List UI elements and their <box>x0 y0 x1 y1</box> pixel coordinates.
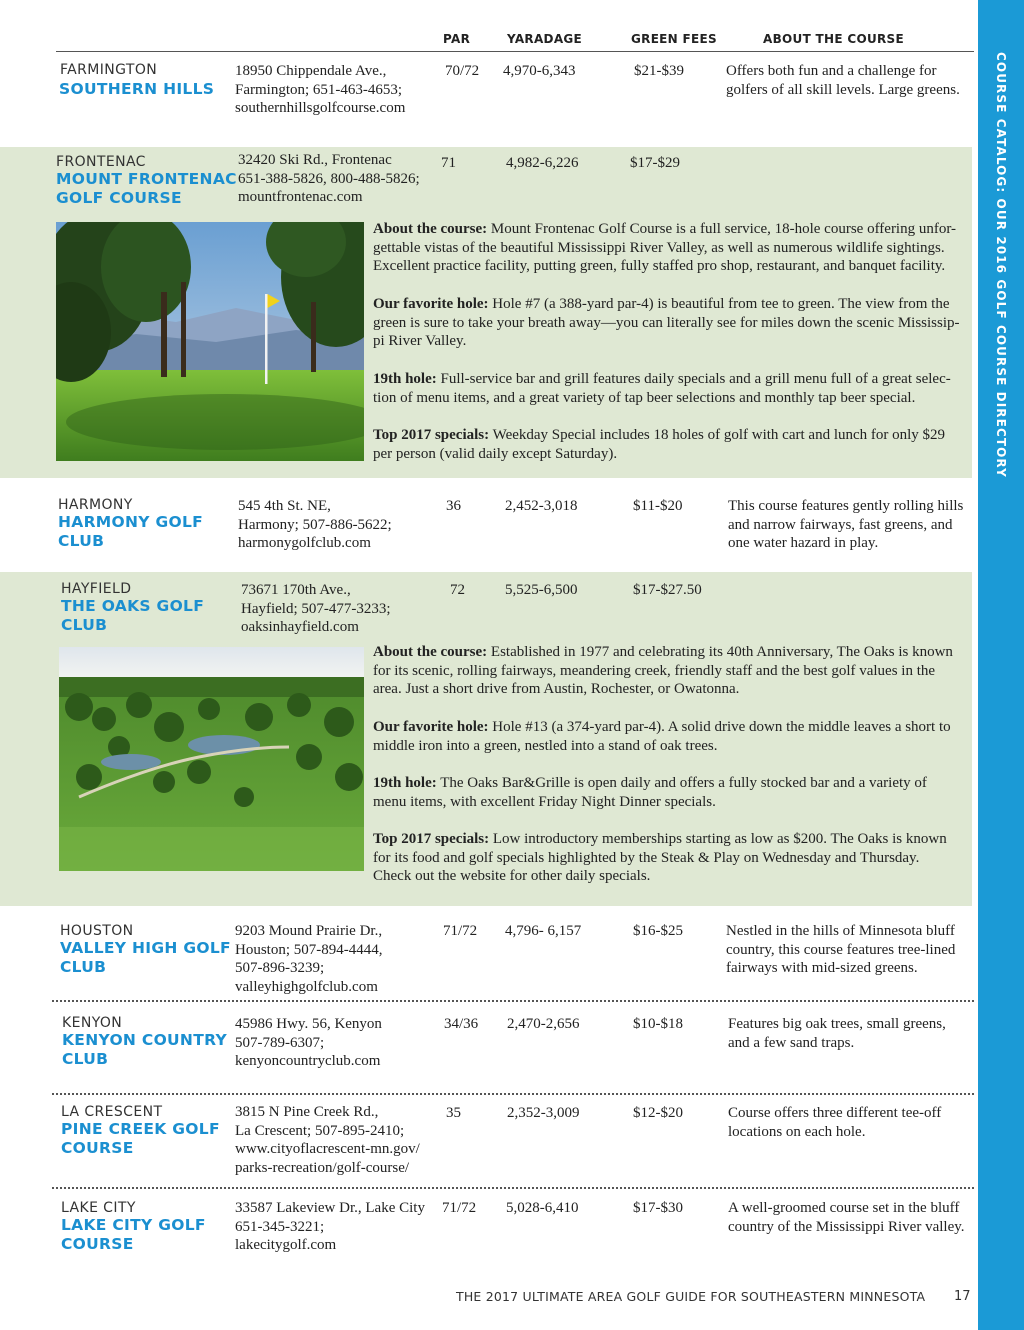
course-fees: $10-$18 <box>633 1016 683 1032</box>
course-about: Course offers three different tee-off locations on each hole. <box>728 1105 942 1140</box>
course-yardage: 2,452-3,018 <box>505 498 578 514</box>
course-yardage: 4,982-6,226 <box>506 155 579 171</box>
course-par: 71 <box>441 155 456 171</box>
course-address: 73671 170th Ave., Hayfield; 507-477-3233; oaksinhayfield.com <box>241 582 391 635</box>
course-name: LAKE CITY GOLF COURSE <box>61 1216 206 1253</box>
feature-favorite-hole: Our favorite hole: Hole #7 (a 388-yard par-4) is beautiful from tee to green. The view from the green is sure to take your breath away—you can literally see for miles down the scenic Mississip- pi River Valley. <box>373 296 960 350</box>
feature-specials: Top 2017 specials: Low introductory memberships starting as low as $200. The Oaks is known for its food and golf specials highlighted by the Steak & Play on Wednesday and Thursday. Check out the website for other daily specials. <box>373 831 947 885</box>
course-town: FRONTENAC <box>56 154 146 170</box>
course-fees: $11-$20 <box>633 498 683 514</box>
course-par: 34/36 <box>444 1016 479 1032</box>
feature-19th-hole: 19th hole: Full-service bar and grill features daily specials and a grill menu full of a great selec- tion of menu items, and a great variety of tap beer selections and monthly tap beer special. <box>373 371 951 406</box>
header-yardage: YARADAGE <box>507 32 583 46</box>
course-name: PINE CREEK GOLF COURSE <box>61 1120 220 1157</box>
header-about: ABOUT THE COURSE <box>763 32 904 46</box>
header-par: PAR <box>443 32 471 46</box>
course-about: Features big oak trees, small greens, and a few sand traps. <box>728 1016 946 1051</box>
course-fees: $17-$29 <box>630 155 680 171</box>
course-town: FARMINGTON <box>60 62 158 78</box>
course-address: 45986 Hwy. 56, Kenyon 507-789-6307; kenyoncountryclub.com <box>235 1016 382 1069</box>
course-fees: $21-$39 <box>634 63 684 79</box>
course-par: 71/72 <box>442 1200 477 1216</box>
sidebar-title: COURSE CATALOG: OUR 2016 GOLF COURSE DIRECTORY <box>994 52 1008 478</box>
course-town: HOUSTON <box>60 923 134 939</box>
page-number: 17 <box>954 1289 971 1304</box>
footer-title: THE 2017 ULTIMATE AREA GOLF GUIDE FOR SOUTHEASTERN MINNESOTA <box>456 1289 926 1304</box>
the-oaks-photo-graphic <box>59 647 364 871</box>
feature-about: About the course: Established in 1977 and celebrating its 40th Anniversary, The Oaks is known for its scenic, rolling fairways, meandering creek, friendly staff and the best golf values in the area. Just a short drive from Austin, Rochester, or Owatonna. <box>373 644 953 698</box>
row-divider <box>52 1000 974 1002</box>
course-fees: $17-$27.50 <box>633 582 702 598</box>
course-fees: $16-$25 <box>633 923 683 939</box>
course-address: 33587 Lakeview Dr., Lake City 651-345-3221; lakecitygolf.com <box>235 1200 425 1253</box>
course-address: 3815 N Pine Creek Rd., La Crescent; 507-895-2410; www.cityoflacrescent-mn.gov/ parks-recreation/golf-course/ <box>235 1104 420 1176</box>
course-name: VALLEY HIGH GOLF CLUB <box>60 939 231 976</box>
course-fees: $12-$20 <box>633 1105 683 1121</box>
course-name: MOUNT FRONTENAC GOLF COURSE <box>56 170 237 207</box>
feature-19th-hole: 19th hole: The Oaks Bar&Grille is open daily and offers a fully stocked bar and a variety of menu items, with excellent Friday Night Dinner specials. <box>373 775 927 810</box>
course-about: Offers both fun and a challenge for golfers of all skill levels. Large greens. <box>726 63 960 98</box>
course-town: HAYFIELD <box>61 581 132 597</box>
course-about: Nestled in the hills of Minnesota bluff country, this course features tree-lined fairways with mid-sized greens. <box>726 923 956 976</box>
course-address: 9203 Mound Prairie Dr., Houston; 507-894-4444, 507-896-3239; valleyhighgolfclub.com <box>235 923 383 995</box>
course-name: SOUTHERN HILLS <box>59 80 215 98</box>
row-divider <box>52 1093 974 1095</box>
course-yardage: 5,028-6,410 <box>506 1200 579 1216</box>
frontenac-photo-graphic <box>56 222 364 461</box>
header-green-fees: GREEN FEES <box>631 32 717 46</box>
course-about: This course features gently rolling hills and narrow fairways, fast greens, and one water hazard in play. <box>728 498 964 551</box>
course-par: 72 <box>450 582 465 598</box>
course-about: A well-groomed course set in the bluff country of the Mississippi River valley. <box>728 1200 965 1235</box>
course-address: 32420 Ski Rd., Frontenac 651-388-5826, 800-488-5826; mountfrontenac.com <box>238 152 420 205</box>
course-photo-frontenac <box>56 222 364 461</box>
course-par: 36 <box>446 498 461 514</box>
course-name: THE OAKS GOLF CLUB <box>61 597 205 634</box>
course-address: 545 4th St. NE, Harmony; 507-886-5622; harmonygolfclub.com <box>238 498 392 551</box>
course-address: 18950 Chippendale Ave., Farmington; 651-463-4653; southernhillsgolfcourse.com <box>235 63 406 116</box>
feature-favorite-hole: Our favorite hole: Hole #13 (a 374-yard par-4). A solid drive down the middle leaves a short to middle iron into a green, nestled into a stand of oak trees. <box>373 719 951 754</box>
course-fees: $17-$30 <box>633 1200 683 1216</box>
course-yardage: 2,352-3,009 <box>507 1105 580 1121</box>
course-town: HARMONY <box>58 497 133 513</box>
header-rule <box>56 51 974 52</box>
feature-specials: Top 2017 specials: Weekday Special includes 18 holes of golf with cart and lunch for only $29 per person (valid daily except Saturday). <box>373 427 946 462</box>
course-name: KENYON COUNTRY CLUB <box>62 1031 227 1068</box>
course-name: HARMONY GOLF CLUB <box>58 513 204 550</box>
course-par: 70/72 <box>445 63 480 79</box>
course-town: LA CRESCENT <box>61 1104 163 1120</box>
feature-about: About the course: Mount Frontenac Golf Course is a full service, 18-hole course offering unfor- gettable vistas of the beautiful Mississippi River Valley, as well as numerous wildlife sightings. Excellent practice facility, putting green, fully staffed pro shop, restaurant, and banquet facility. <box>373 221 957 275</box>
course-yardage: 5,525-6,500 <box>505 582 578 598</box>
course-photo-the-oaks <box>59 647 364 871</box>
course-par: 71/72 <box>443 923 478 939</box>
course-yardage: 4,796- 6,157 <box>505 923 582 939</box>
course-town: LAKE CITY <box>61 1200 136 1216</box>
row-divider <box>52 1187 974 1189</box>
course-yardage: 2,470-2,656 <box>507 1016 580 1032</box>
course-town: KENYON <box>62 1015 123 1031</box>
course-par: 35 <box>446 1105 461 1121</box>
course-yardage: 4,970-6,343 <box>503 63 576 79</box>
